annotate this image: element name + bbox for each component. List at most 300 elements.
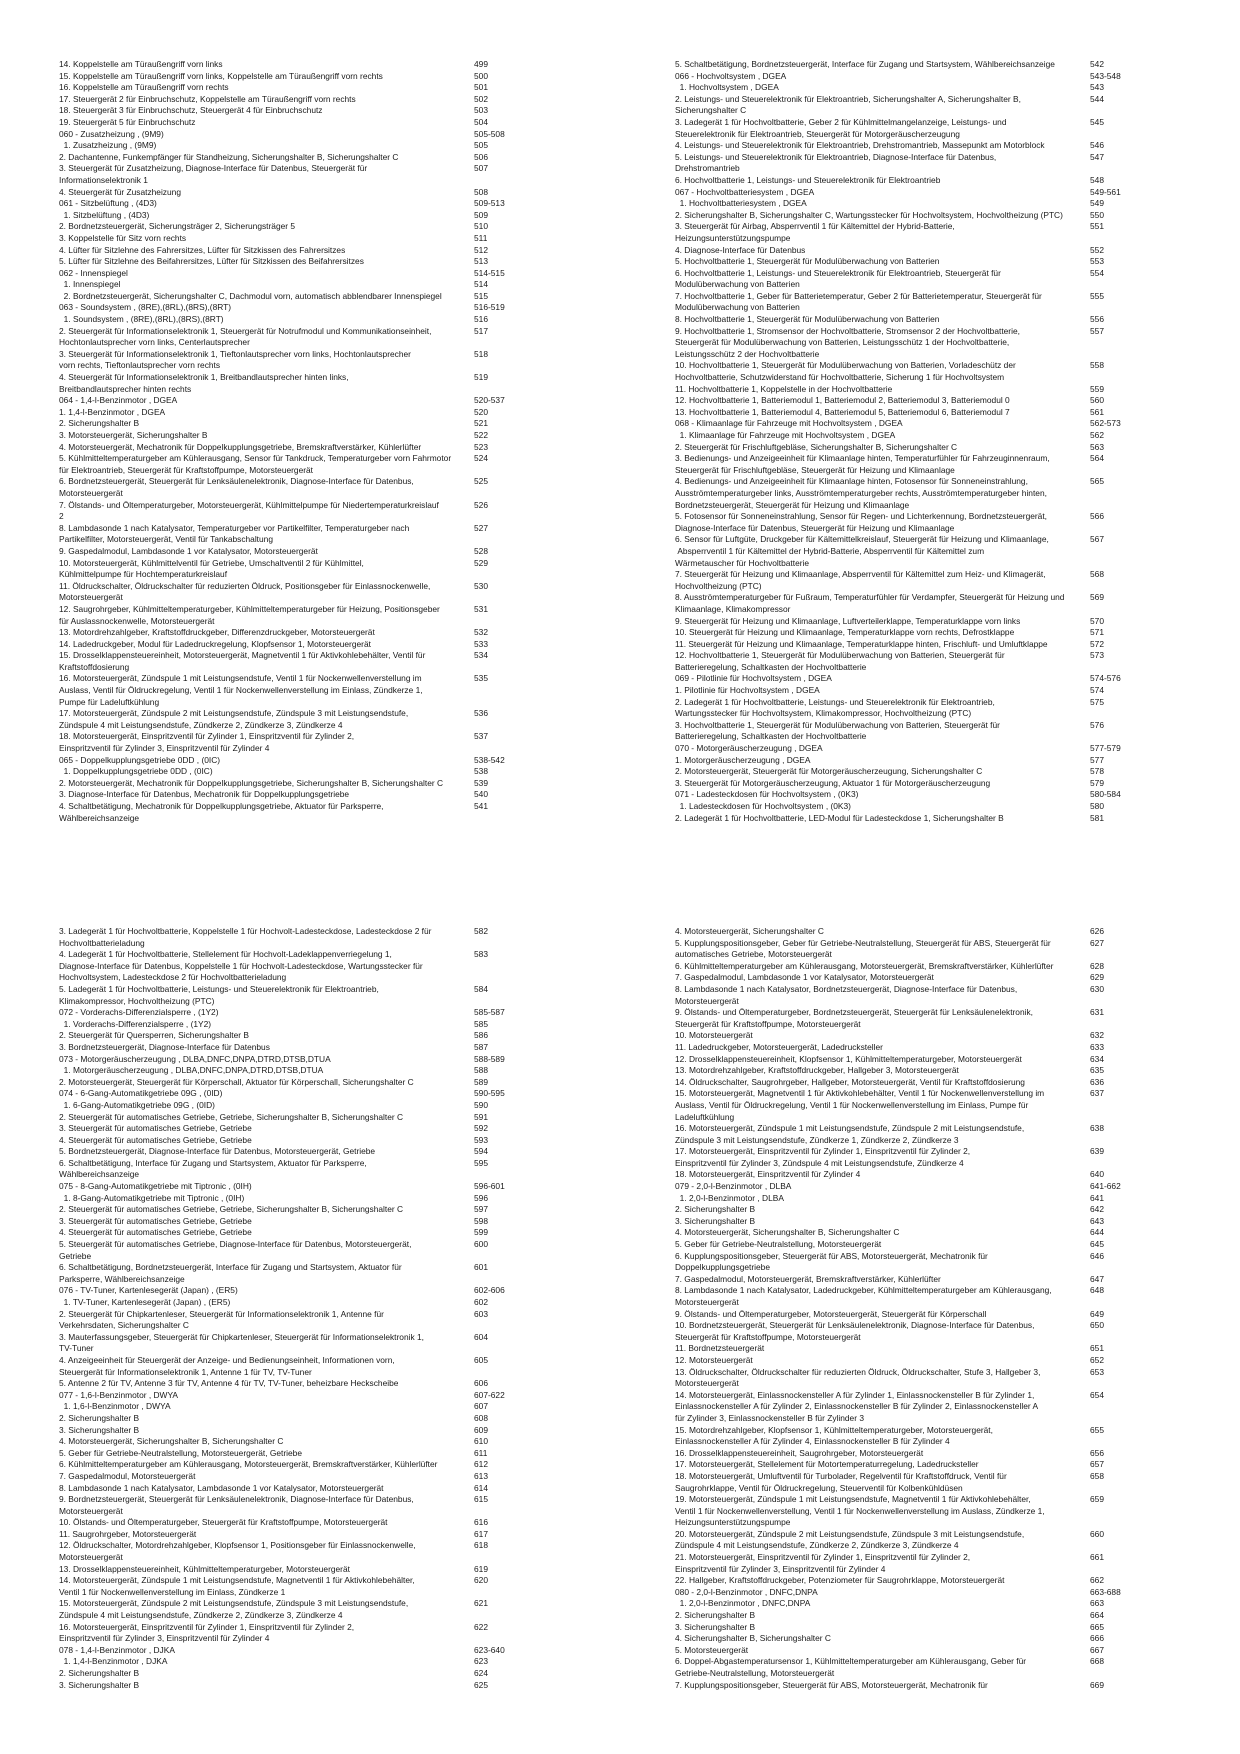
toc-entry (59, 1042, 556, 1054)
toc-entry (59, 245, 556, 257)
toc-entry-title: 6. Schaltbetätigung, Bordnetzsteuergerät, Interface für Zugang und Startsystem, Aktuator für Parksperre, Wählbereichsanzeige (59, 1262, 402, 1284)
toc-entry (675, 673, 1171, 685)
toc-entry-title: 3. Sicherungshalter B (675, 1621, 756, 1632)
toc-entry (59, 59, 556, 71)
toc-entry (675, 984, 1171, 1007)
toc-entry-title: 6. Doppel-Abgastemperatursensor 1, Kühlmitteltemperaturgeber am Kühlerausgang, Geber für Getriebe-Neutralstellung, Motorsteuergerät (675, 1656, 1027, 1678)
toc-entry-title: 077 - 1,6-l-Benzinmotor , DWYA (59, 1389, 178, 1400)
toc-entry-page: 577-579 (1090, 743, 1121, 754)
toc-entry (675, 1622, 1171, 1634)
toc-entry-title: 3. Steuergerät für Informationselektronik 1, Tieftonlautsprecher vorn links, Hochtonlautsprecher vorn rechts, Tieftonlautsprecher vorn rechts (59, 348, 411, 371)
toc-entry (675, 442, 1171, 454)
toc-entry (675, 1552, 1171, 1575)
toc-entry (59, 1401, 556, 1413)
toc-entry-page: 560 (1090, 395, 1104, 406)
toc-entry (59, 1668, 556, 1680)
toc-entry-page: 618 (474, 1540, 488, 1551)
toc-entry (59, 1193, 556, 1205)
toc-entry-page: 644 (1090, 1227, 1104, 1238)
toc-entry (59, 105, 556, 117)
toc-entry-title: 063 - Soundsystem , (8RE),(8RL),(8RS),(8RT) (59, 302, 232, 313)
toc-entry-page: 622 (474, 1621, 488, 1632)
toc-entry-title: 070 - Motorgeräuscherzeugung , DGEA (675, 743, 823, 754)
toc-entry (59, 256, 556, 268)
toc-entry-page: 571 (1090, 627, 1104, 638)
toc-entry-page: 649 (1090, 1308, 1104, 1319)
toc-entry-page: 631 (1090, 1007, 1104, 1018)
toc-entry-title: 076 - TV-Tuner, Kartenlesegerät (Japan) , (ER5) (59, 1285, 238, 1296)
toc-entry-title: 13. Hochvoltbatterie 1, Batteriemodul 4, Batteriemodul 5, Batteriemodul 6, Batteriemodul 7 (675, 406, 1010, 417)
toc-entry-title: 1. Soundsystem , (8RE),(8RL),(8RS),(8RT) (59, 314, 224, 325)
toc-entry-title: 1. Pilotlinie für Hochvoltsystem , DGEA (675, 685, 820, 696)
toc-entry-title: 080 - 2,0-l-Benzinmotor , DNFC,DNPA (675, 1586, 818, 1597)
toc-entry-title: 3. Diagnose-Interface für Datenbus, Mechatronik für Doppelkupplungsgetriebe (59, 789, 350, 800)
toc-entry-page: 658 (1090, 1470, 1104, 1481)
toc-entry-title: 4. Motorsteuergerät, Sicherungshalter B, Sicherungshalter C (675, 1227, 900, 1238)
toc-entry-title: 3. Koppelstelle für Sitz vorn rechts (59, 232, 187, 243)
toc-entry-page: 580-584 (1090, 789, 1121, 800)
toc-entry-title: 11. Bordnetzsteuergerät (675, 1343, 765, 1354)
toc-entry (59, 1297, 556, 1309)
toc-entry (675, 1448, 1171, 1460)
toc-entry (59, 1413, 556, 1425)
toc-entry-title: 7. Gaspedalmodul, Motorsteuergerät, Bremskraftverstärker, Kühlerlüfter (675, 1273, 941, 1284)
toc-entry-page: 657 (1090, 1459, 1104, 1470)
toc-entry (675, 291, 1171, 314)
toc-entry-page: 637 (1090, 1088, 1104, 1099)
toc-entry-page: 536 (474, 708, 488, 719)
toc-entry (59, 926, 556, 949)
toc-entry-page: 569 (1090, 592, 1104, 603)
toc-entry-title: 4. Steuergerät für Informationselektronik 1, Breitbandlautsprecher hinten links, Breitbandlautsprecher hinten rechts (59, 372, 349, 394)
toc-entry-title: 17. Motorsteuergerät, Stellelement für Motortemperaturregelung, Ladedrucksteller (675, 1459, 979, 1470)
toc-entry-title: 2. Motorsteuergerät, Mechatronik für Doppelkupplungsgetriebe, Sicherungshalter B, Sicherungshalter C (59, 777, 444, 788)
toc-entry-page: 612 (474, 1459, 488, 1470)
toc-entry (675, 1656, 1171, 1679)
toc-entry-title: 7. Gaspedalmodul, Lambdasonde 1 vor Katalysator, Motorsteuergerät (675, 972, 934, 983)
toc-entry-page: 602-606 (474, 1285, 505, 1296)
toc-entry (59, 546, 556, 558)
toc-entry-title: 16. Drosselklappensteuereinheit, Saugrohrgeber, Motorsteuergerät (675, 1447, 924, 1458)
toc-entry-page: 602 (474, 1297, 488, 1307)
toc-entry-page: 559 (1090, 383, 1104, 394)
toc-entry (59, 71, 556, 83)
toc-entry-page: 634 (1090, 1053, 1104, 1064)
toc-entry (59, 82, 556, 94)
toc-entry-title: 065 - Doppelkupplungsgetriebe 0DD , (0IC) (59, 754, 221, 765)
toc-entry-page: 668 (1090, 1656, 1104, 1667)
toc-entry (59, 1146, 556, 1158)
toc-entry-page: 552 (1090, 244, 1104, 255)
toc-entry-page: 563 (1090, 441, 1104, 452)
toc-entry-title: 066 - Hochvoltsystem , DGEA (675, 70, 787, 81)
toc-entry (59, 1181, 556, 1193)
toc-entry-title: 1. Hochvoltbatteriesystem , DGEA (675, 198, 807, 209)
toc-entry (59, 801, 556, 824)
toc-entry-title: 16. Koppelstelle am Türaußengriff vorn rechts (59, 82, 229, 93)
toc-entry (59, 314, 556, 326)
toc-entry-title: 14. Koppelstelle am Türaußengriff vorn links (59, 59, 223, 69)
toc-entry (59, 94, 556, 106)
toc-entry-page: 516-519 (474, 302, 505, 313)
toc-entry-page: 607 (474, 1401, 488, 1412)
toc-entry-title: 11. Ladedruckgeber, Motorsteuergerät, Ladedrucksteller (675, 1041, 883, 1052)
toc-entry (59, 1007, 556, 1019)
toc-entry (59, 442, 556, 454)
toc-entry-title: 3. Ladegerät 1 für Hochvoltbatterie, Koppelstelle 1 für Hochvolt-Ladesteckdose, Ladesteckdose 2 für Hochvoltbatterieladung (59, 926, 432, 948)
toc-entry-title: 7. Gaspedalmodul, Motorsteuergerät (59, 1470, 196, 1481)
toc-entry-page: 540 (474, 789, 488, 800)
toc-entry (675, 140, 1171, 152)
toc-entry-page: 584 (474, 983, 488, 994)
toc-entry (59, 1598, 556, 1621)
toc-entry-page: 587 (474, 1041, 488, 1052)
toc-entry-title: 060 - Zusatzheizung , (9M9) (59, 128, 164, 139)
toc-entry (59, 1100, 556, 1112)
toc-entry-title: 3. Steuergerät für automatisches Getriebe, Getriebe (59, 1215, 252, 1226)
toc-entry-page: 527 (474, 522, 488, 533)
toc-entry (59, 1575, 556, 1598)
toc-entry-title: 2. Leistungs- und Steuerelektronik für Elektroantrieb, Sicherungshalter A, Sicherungshalter B, Sicherungshalter C (675, 93, 1021, 116)
toc-entry-page: 510 (474, 221, 488, 232)
toc-entry (59, 1656, 556, 1668)
toc-entry-page: 619 (474, 1563, 488, 1574)
toc-entry (675, 1181, 1171, 1193)
toc-entry-page: 632 (1090, 1030, 1104, 1041)
toc-entry (59, 731, 556, 754)
toc-entry-page: 531 (474, 603, 488, 614)
toc-entry-page: 546 (1090, 140, 1104, 151)
toc-entry-title: 5. Geber für Getriebe-Neutralstellung, Motorsteuergerät (675, 1239, 882, 1250)
toc-entry-title: 1. Sitzbelüftung , (4D3) (59, 209, 150, 220)
toc-entry-page: 589 (474, 1076, 488, 1087)
toc-entry-title: 10. Bordnetzsteuergerät, Steuergerät für Lenksäulenelektronik, Diagnose-Interface für Datenbus, Steuergerät für Kraftstoffpumpe, Motorsteuergerät (675, 1320, 1035, 1342)
toc-entry (59, 1065, 556, 1077)
toc-entry-page: 575 (1090, 696, 1104, 707)
toc-entry-page: 633 (1090, 1041, 1104, 1052)
toc-entry-title: 2. Sicherungshalter B, Sicherungshalter C, Wartungsstecker für Hochvoltsystem, Hochvoltheizung (PTC) (675, 209, 1063, 220)
toc-entry (675, 1285, 1171, 1308)
toc-column-bottom-left (59, 926, 556, 1691)
toc-entry-title: 7. Steuergerät für Heizung und Klimaanlage, Absperrventil für Kältemittel zum Heiz- und Klimagerät, Hochvoltheizung (PTC) (675, 569, 1046, 591)
toc-entry-title: 1. 1,6-l-Benzinmotor , DWYA (59, 1401, 171, 1412)
toc-entry (59, 1540, 556, 1563)
toc-entry (59, 1517, 556, 1529)
toc-entry-title: 5. Steuergerät für automatisches Getriebe, Diagnose-Interface für Datenbus, Motorsteuergerät, Getriebe (59, 1239, 412, 1261)
toc-entry-title: 12. Motorsteuergerät (675, 1354, 753, 1365)
toc-entry (675, 152, 1171, 175)
toc-entry-page: 603 (474, 1308, 488, 1319)
toc-entry-title: 064 - 1,4-l-Benzinmotor , DGEA (59, 395, 178, 406)
toc-entry-page: 508 (474, 186, 488, 197)
toc-entry (675, 256, 1171, 268)
toc-entry (59, 129, 556, 141)
toc-entry-page: 607-622 (474, 1389, 505, 1400)
toc-entry-page: 543 (1090, 82, 1104, 93)
toc-entry-title: 14. Motorsteuergerät, Einlassnockensteller A für Zylinder 1, Einlassnockensteller B für Zylinder 1, Einlassnockensteller A für Zylinder 2, Einlassnockensteller B für Zylinder 2, Einlassnockensteller A für Zylinder 3, Einlassnockensteller B für Zylinder 3 (675, 1389, 1039, 1423)
toc-entry (59, 268, 556, 280)
toc-entry-page: 543-548 (1090, 70, 1121, 81)
toc-column-top-left (59, 59, 556, 824)
toc-entry-page: 669 (1090, 1679, 1104, 1690)
toc-entry-title: 1. Zusatzheizung , (9M9) (59, 140, 157, 151)
toc-entry (675, 1425, 1171, 1448)
toc-entry-page: 623-640 (474, 1644, 505, 1655)
toc-entry-title: 9. Gaspedalmodul, Lambdasonde 1 vor Katalysator, Motorsteuergerät (59, 545, 318, 556)
toc-entry-title: 10. Ölstands- und Öltemperaturgeber, Steuergerät für Kraftstoffpumpe, Motorsteuergerät (59, 1517, 388, 1528)
toc-entry-title: 19. Steuergerät 5 für Einbruchschutz (59, 116, 196, 127)
toc-entry-page: 562 (1090, 430, 1104, 440)
toc-entry-title: 1. Vorderachs-Differenzialsperre , (1Y2) (59, 1018, 212, 1029)
toc-entry-title: 9. Ölstands- und Öltemperaturgeber, Bordnetzsteuergerät, Steuergerät für Lenksäulenelektronik, Steuergerät für Kraftstoffpumpe, Motorsteuergerät (675, 1007, 1034, 1029)
toc-entry-title: 3. Mauterfassungsgeber, Steuergerät für Chipkartenleser, Steuergerät für Informationselektronik 1, TV-Tuner (59, 1331, 424, 1354)
toc-entry (59, 1088, 556, 1100)
toc-entry (675, 650, 1171, 673)
toc-entry-page: 544 (1090, 93, 1104, 104)
toc-entry (675, 1367, 1171, 1390)
toc-entry-page: 533 (474, 638, 488, 649)
toc-entry-page: 655 (1090, 1424, 1104, 1435)
toc-entry (675, 1575, 1171, 1587)
toc-entry (59, 627, 556, 639)
toc-entry-page: 505-508 (474, 128, 505, 139)
toc-entry (675, 569, 1171, 592)
toc-entry-title: 10. Motorsteuergerät, Kühlmittelventil für Getriebe, Umschaltventil 2 für Kühlmittel, Kühlmittelpumpe für Hochtemperaturkreislauf (59, 557, 364, 580)
toc-entry-title: 1. Motorgeräuscherzeugung , DLBA,DNFC,DNPA,DTRD,DTSB,DTUA (59, 1065, 324, 1076)
toc-entry-page: 532 (474, 627, 488, 638)
toc-entry (675, 117, 1171, 140)
toc-entry-title: 2. Dachantenne, Funkempfänger für Standheizung, Sicherungshalter B, Sicherungshalter C (59, 151, 399, 162)
toc-entry-page: 621 (474, 1598, 488, 1609)
toc-entry (675, 926, 1171, 938)
toc-entry-title: 11. Öldruckschalter, Öldruckschalter für reduzierten Öldruck, Positionsgeber für Einlassnockenwelle, Motorsteuergerät (59, 580, 431, 603)
toc-entry-page: 599 (474, 1227, 488, 1238)
toc-entry-page: 511 (474, 232, 488, 243)
toc-entry-page: 610 (474, 1436, 488, 1447)
toc-entry (59, 326, 556, 349)
toc-entry-title: 075 - 8-Gang-Automatikgetriebe mit Tiptronic , (0IH) (59, 1181, 252, 1192)
toc-entry-page: 591 (474, 1111, 488, 1122)
toc-entry-page: 574-576 (1090, 673, 1121, 684)
toc-entry (59, 476, 556, 499)
toc-entry (675, 1251, 1171, 1274)
toc-entry-title: 071 - Ladesteckdosen für Hochvoltsystem , (0K3) (675, 789, 859, 800)
toc-entry-title: 6. Bordnetzsteuergerät, Steuergerät für Lenksäulenelektronik, Diagnose-Interface für Datenbus, Motorsteuergerät (59, 476, 414, 498)
toc-entry-page: 576 (1090, 719, 1104, 730)
toc-entry-page: 524 (474, 453, 488, 464)
toc-entry-title: 2. Steuergerät für Quersperren, Sicherungshalter B (59, 1030, 249, 1041)
toc-entry-page: 650 (1090, 1320, 1104, 1331)
toc-entry (59, 1448, 556, 1460)
toc-entry (675, 743, 1171, 755)
toc-entry-page: 573 (1090, 650, 1104, 661)
toc-entry-title: 1. Hochvoltsystem , DGEA (675, 82, 779, 93)
toc-entry (59, 349, 556, 372)
toc-entry-title: 9. Hochvoltbatterie 1, Stromsensor der Hochvoltbatterie, Stromsensor 2 der Hochvoltbatterie, Steuergerät für Modulüberwachung von Batterien, Leistungsschütz 1 der Hochvoltbatterie, Leistungsschütz 2 der Hochvoltbatterie (675, 325, 1020, 359)
toc-entry (675, 1598, 1171, 1610)
toc-entry (59, 673, 556, 708)
toc-entry-page: 542 (1090, 59, 1104, 69)
toc-entry-page: 553 (1090, 256, 1104, 267)
toc-entry (675, 1239, 1171, 1251)
toc-entry (59, 1355, 556, 1378)
toc-entry-title: 9. Bordnetzsteuergerät, Steuergerät für Lenksäulenelektronik, Diagnose-Interface für Datenbus, Motorsteuergerät (59, 1494, 414, 1516)
toc-entry-title: 17. Motorsteuergerät, Zündspule 2 mit Leistungsendstufe, Zündspule 3 mit Leistungsendstufe, Zündspule 4 mit Leistungsendstufe, Zündkerze 2, Zündkerze 3, Zündkerze 4 (59, 708, 409, 730)
toc-entry (59, 233, 556, 245)
toc-entry-page: 656 (1090, 1447, 1104, 1458)
toc-entry-page: 605 (474, 1354, 488, 1365)
toc-entry-page: 594 (474, 1146, 488, 1157)
toc-entry-page: 626 (1090, 926, 1104, 936)
toc-entry-title: 15. Motordrehzahlgeber, Klopfsensor 1, Kühlmitteltemperaturgeber, Motorsteuergerät, Einlassnockensteller A für Zylinder 4, Einlassnockensteller B für Zylinder 4 (675, 1424, 993, 1447)
toc-entry-page: 586 (474, 1030, 488, 1041)
toc-entry-page: 640 (1090, 1169, 1104, 1180)
toc-entry (675, 961, 1171, 973)
toc-entry-page: 555 (1090, 290, 1104, 301)
toc-entry-page: 616 (474, 1517, 488, 1528)
toc-entry (675, 1529, 1171, 1552)
toc-entry (675, 59, 1171, 71)
toc-entry-title: 16. Motorsteuergerät, Zündspule 1 mit Leistungsendstufe, Zündspule 2 mit Leistungsendstufe, Zündspule 3 mit Leistungsendstufe, Zündkerze 1, Zündkerze 2, Zündkerze 3 (675, 1123, 1025, 1145)
toc-entry (59, 152, 556, 164)
toc-entry (59, 430, 556, 442)
toc-entry-title: 1. 1,4-l-Benzinmotor , DGEA (59, 406, 166, 417)
toc-entry-title: 15. Motorsteuergerät, Zündspule 2 mit Leistungsendstufe, Zündspule 3 mit Leistungsendstufe, Zündspule 4 mit Leistungsendstufe, Zündkerze 2, Zündkerze 3, Zündkerze 4 (59, 1598, 409, 1621)
toc-entry-page: 509 (474, 209, 488, 220)
toc-entry-title: 4. Sicherungshalter B, Sicherungshalter C (675, 1633, 831, 1644)
toc-entry-title: 1. 6-Gang-Automatikgetriebe 09G , (0ID) (59, 1099, 215, 1110)
toc-entry-page: 643 (1090, 1215, 1104, 1226)
toc-entry (59, 372, 556, 395)
toc-entry-page: 588-589 (474, 1053, 505, 1064)
toc-entry (59, 708, 556, 731)
toc-entry-page: 562-573 (1090, 418, 1121, 429)
toc-entry (675, 82, 1171, 94)
toc-entry-page: 667 (1090, 1644, 1104, 1655)
toc-entry-title: 5. Kupplungspositionsgeber, Geber für Getriebe-Neutralstellung, Steuergerät für ABS, Steuergerät für automatisches Getriebe, Motorsteuergerät (675, 937, 1051, 960)
toc-entry-page: 507 (474, 163, 488, 174)
toc-entry-title: 5. Leistungs- und Steuerelektronik für Elektroantrieb, Diagnose-Interface für Datenbus, Drehstromantrieb (675, 151, 997, 174)
toc-entry-title: 19. Motorsteuergerät, Zündspule 1 mit Leistungsendstufe, Magnetventil 1 für Aktivkohlebehälter, Ventil 1 für Nockenwellenverstellung, Ventil 1 für Nockenwellenverstellung im Auslass, Zündkerze 1, Heizungsunterstützungspumpe (675, 1494, 1045, 1528)
toc-entry-page: 625 (474, 1679, 488, 1690)
toc-entry (675, 1680, 1171, 1692)
toc-entry (59, 1436, 556, 1448)
toc-entry (59, 163, 556, 186)
toc-entry-title: 061 - Sitzbelüftung , (4D3) (59, 198, 157, 209)
toc-entry-title: 079 - 2,0-l-Benzinmotor , DLBA (675, 1181, 792, 1192)
toc-entry-page: 534 (474, 650, 488, 661)
toc-entry-title: 2. Bordnetzsteuergerät, Sicherungsträger 2, Sicherungsträger 5 (59, 221, 296, 232)
toc-entry (59, 395, 556, 407)
toc-entry (675, 1343, 1171, 1355)
toc-entry-title: 6. Kühlmitteltemperaturgeber am Kühlerausgang, Motorsteuergerät, Bremskraftverstärker, Kühlerlüfter (675, 960, 1054, 971)
toc-entry (59, 639, 556, 651)
toc-entry-page: 654 (1090, 1389, 1104, 1400)
toc-entry-page: 639 (1090, 1146, 1104, 1157)
toc-entry-title: 4. Bedienungs- und Anzeigeeinheit für Klimaanlage hinten, Fotosensor für Sonneneinstrahlung, Ausströmtemperaturgeber links, Ausströmtemperaturgeber rechts, Ausströmtemperaturgeber hinten, Bordnetzsteuergerät, Steuergerät für Heizung und Klimaanlage (675, 476, 1047, 510)
toc-entry (59, 1054, 556, 1066)
toc-entry-page: 561 (1090, 406, 1104, 417)
toc-column-top-right (675, 59, 1171, 824)
toc-entry-title: 2. Bordnetzsteuergerät, Sicherungshalter C, Dachmodul vorn, automatisch abblendbarer Innenspiegel (59, 290, 442, 301)
toc-entry (675, 268, 1171, 291)
toc-entry-page: 609 (474, 1424, 488, 1435)
toc-entry (675, 1645, 1171, 1657)
toc-entry-page: 590 (474, 1099, 488, 1110)
toc-entry-title: 3. Steuergerät für automatisches Getriebe, Getriebe (59, 1123, 252, 1134)
toc-entry-title: 5. Antenne 2 für TV, Antenne 3 für TV, Antenne 4 für TV, TV-Tuner, beheizbare Heckscheibe (59, 1378, 399, 1389)
toc-entry (59, 1645, 556, 1657)
toc-entry-page: 565 (1090, 476, 1104, 487)
toc-entry (59, 407, 556, 419)
toc-entry-page: 663 (1090, 1598, 1104, 1609)
toc-entry (59, 1622, 556, 1645)
toc-entry-page: 526 (474, 499, 488, 510)
toc-entry (675, 1007, 1171, 1030)
toc-entry-page: 611 (474, 1447, 488, 1458)
toc-entry (675, 1633, 1171, 1645)
toc-entry-title: 4. Schaltbetätigung, Mechatronik für Doppelkupplungsgetriebe, Aktuator für Parksperre, Wählbereichsanzeige (59, 801, 384, 823)
toc-entry (675, 314, 1171, 326)
toc-entry-title: 17. Steuergerät 2 für Einbruchschutz, Koppelstelle am Türaußengriff vorn rechts (59, 93, 356, 104)
toc-entry (675, 1123, 1171, 1146)
toc-entry-title: 11. Saugrohrgeber, Motorsteuergerät (59, 1528, 197, 1539)
toc-entry-page: 588 (474, 1065, 488, 1076)
toc-entry (59, 210, 556, 222)
toc-entry-page: 558 (1090, 360, 1104, 371)
toc-entry (675, 476, 1171, 511)
toc-entry-title: 1. 1,4-l-Benzinmotor , DJKA (59, 1656, 168, 1667)
toc-entry-title: 062 - Innenspiegel (59, 267, 128, 278)
toc-entry-title: 6. Hochvoltbatterie 1, Leistungs- und Steuerelektronik für Elektroantrieb (675, 174, 941, 185)
toc-entry (675, 778, 1171, 790)
toc-entry-page: 604 (474, 1331, 488, 1342)
toc-entry-page: 617 (474, 1528, 488, 1539)
toc-entry-page: 551 (1090, 221, 1104, 232)
toc-entry-title: 2. Steuergerät für Frischluftgebläse, Sicherungshalter B, Sicherungshalter C (675, 441, 958, 452)
toc-entry (59, 778, 556, 790)
toc-entry-title: 1. Motorgeräuscherzeugung , DGEA (675, 754, 811, 765)
toc-entry (675, 1459, 1171, 1471)
toc-entry (675, 616, 1171, 628)
toc-entry-page: 556 (1090, 314, 1104, 325)
toc-entry-title: 10. Hochvoltbatterie 1, Steuergerät für Modulüberwachung von Batterien, Vorladeschütz der Hochvoltbatterie, Schutzwiderstand für Hochvoltbatterie, Sicherung 1 für Hochvoltsystem (675, 360, 1016, 383)
toc-entry-title: 068 - Klimaanlage für Fahrzeuge mit Hochvoltsystem , DGEA (675, 418, 903, 429)
toc-entry-title: 4. Ladegerät 1 für Hochvoltbatterie, Stellelement für Hochvolt-Ladeklappenverriegelung 1, Diagnose-Interface für Datenbus, Koppelstelle 1 für Hochvolt-Ladesteckdose, Wartungsstecker für Hochvoltsystem, Ladesteckdose 2 für Hochvoltbatterieladung (59, 949, 423, 983)
toc-entry-title: 16. Motorsteuergerät, Zündspule 1 mit Leistungsendstufe, Ventil 1 für Nockenwellenverstellung im Auslass, Ventil für Öldruckregelung, Ventil 1 für Nockenwellenverstellung im Einlass, Zündkerze 1, Pumpe für Ladeluftkühlung (59, 673, 423, 707)
toc-entry-title: 3. Motorsteuergerät, Sicherungshalter B (59, 430, 208, 440)
toc-entry (59, 1529, 556, 1541)
toc-entry (59, 766, 556, 778)
toc-entry (59, 453, 556, 476)
toc-entry (675, 384, 1171, 396)
toc-entry-page: 585 (474, 1018, 488, 1029)
toc-entry (59, 221, 556, 233)
toc-entry-title: 3. Steuergerät für Airbag, Absperrventil 1 für Kältemittel der Hybrid-Batterie, Heizungsunterstützungspumpe (675, 221, 955, 243)
toc-entry (675, 1193, 1171, 1205)
toc-entry (675, 1494, 1171, 1529)
toc-entry-page: 547 (1090, 151, 1104, 162)
toc-entry (59, 523, 556, 546)
toc-entry-title: 13. Motordrehzahlgeber, Kraftstoffdruckgeber, Differenzdruckgeber, Motorsteuergerät (59, 627, 375, 638)
toc-entry-title: 072 - Vorderachs-Differenzialsperre , (1Y2) (59, 1007, 219, 1018)
toc-entry-title: 14. Ladedruckgeber, Modul für Ladedruckregelung, Klopfsensor 1, Motorsteuergerät (59, 638, 371, 649)
toc-entry-page: 514-515 (474, 267, 505, 278)
toc-entry-page: 623 (474, 1656, 488, 1667)
toc-entry (675, 1309, 1171, 1321)
toc-entry (675, 1587, 1171, 1599)
toc-entry-title: 5. Hochvoltbatterie 1, Steuergerät für Modulüberwachung von Batterien (675, 256, 940, 267)
